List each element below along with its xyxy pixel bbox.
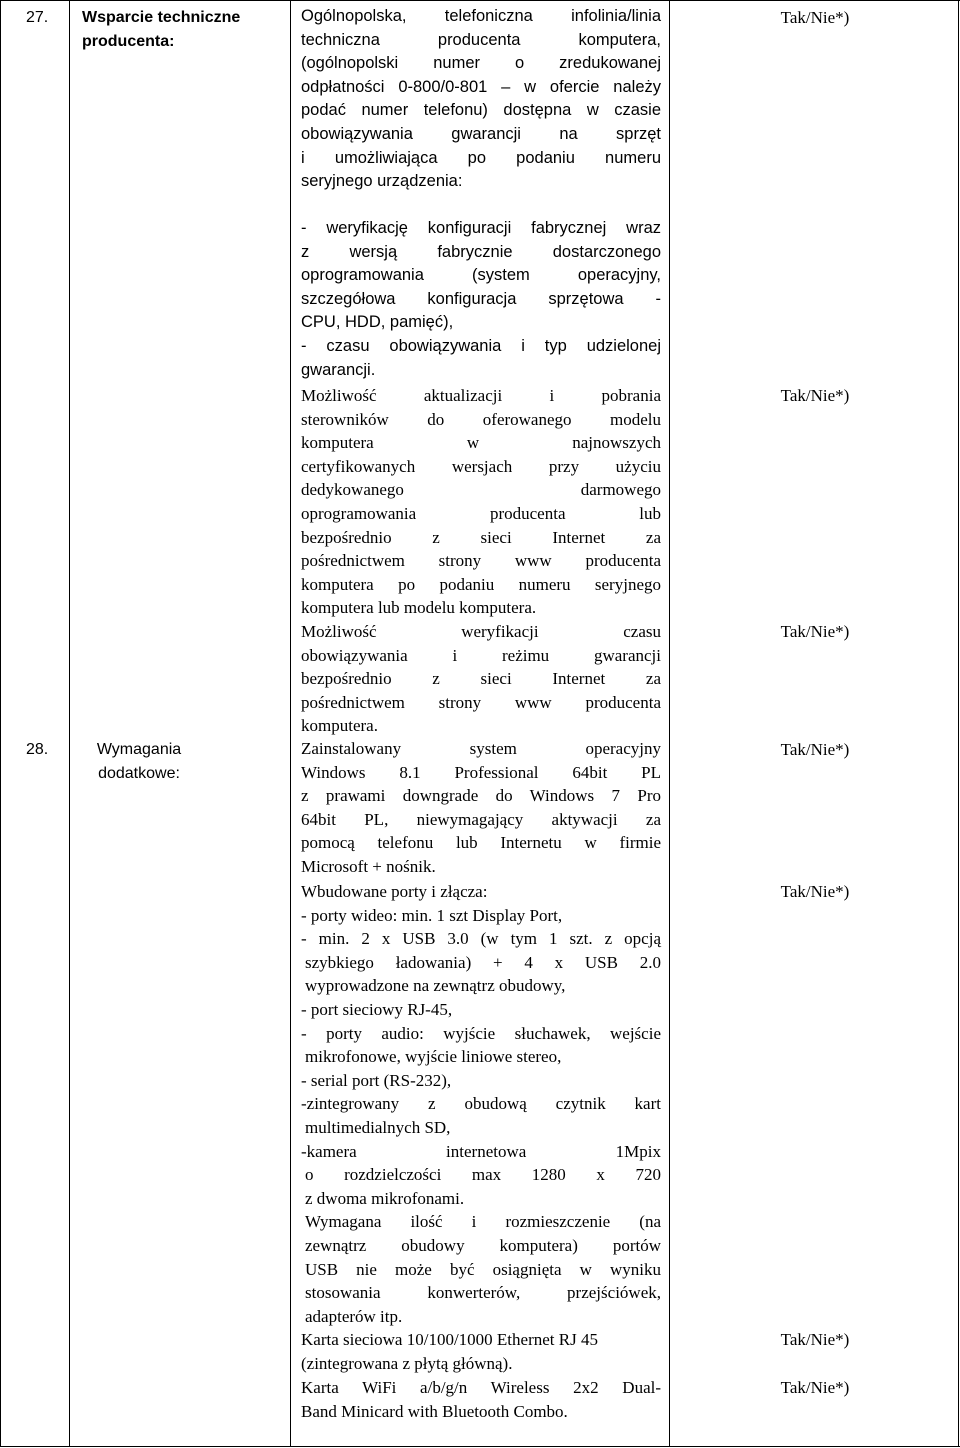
text-line: certyfikowanych wersjach przy użyciu <box>301 456 661 476</box>
text-line: CPU, HDD, pamięć), <box>301 313 454 332</box>
text-line: podać numer telefonu) dostępna w czasie <box>301 101 661 120</box>
text-line: stosowania konwerterów, przejściówek, <box>305 1283 661 1303</box>
text-line: gwarancji. <box>301 360 376 379</box>
table-divider-label <box>290 0 291 1446</box>
requirement-text <box>301 5 661 194</box>
requirement-text <box>301 737 661 879</box>
text-line: zewnątrz obudowy komputera) portów <box>305 1235 661 1255</box>
text-line: - min. 2 x USB 3.0 (w tym 1 szt. z opcją <box>301 929 661 949</box>
text-line: (ogólnopolski numer o zredukowanej <box>301 54 661 73</box>
row-label-line: Wsparcie techniczne <box>82 9 241 26</box>
row-label-line: Wymagania <box>96 741 182 758</box>
text-line: Windows 8.1 Professional 64bit PL <box>301 762 661 782</box>
text-line: - czasu obowiązywania i typ udzielonej <box>301 336 661 355</box>
answer-option: Tak/Nie*) <box>780 622 850 641</box>
text-line: Możliwość weryfikacji czasu <box>301 622 661 641</box>
table-border-top <box>0 0 960 1</box>
text-line: Karta WiFi a/b/g/n Wireless 2x2 Dual- <box>301 1378 661 1397</box>
answer-option: Tak/Nie*) <box>780 1330 850 1349</box>
text-line: obowiązywania i reżimu gwarancji <box>301 645 661 665</box>
row-label-line: producenta: <box>82 33 175 50</box>
text-line: seryjnego urządzenia: <box>301 172 463 191</box>
text-line: - weryfikację konfiguracji fabrycznej wraz <box>301 219 661 237</box>
text-line: - porty audio: wyjście słuchawek, wejście <box>301 1023 661 1043</box>
answer-option: Tak/Nie*) <box>780 740 850 759</box>
text-line: komputera w najnowszych <box>301 433 661 453</box>
text-line: komputera po podaniu numeru seryjnego <box>301 574 661 594</box>
text-line: szczegółowa konfiguracja sprzętowa - <box>301 289 661 308</box>
text-line: z prawami downgrade do Windows 7 Pro <box>301 786 661 806</box>
requirement-text <box>301 1328 661 1375</box>
requirement-text <box>301 217 661 382</box>
requirement-text <box>301 620 661 738</box>
text-line: (zintegrowana z płytą główną). <box>301 1353 513 1373</box>
requirement-text <box>301 880 661 1328</box>
text-line: odpłatności 0-800/0-801 – w ofercie należy <box>301 77 661 96</box>
requirement-text <box>301 1376 661 1423</box>
text-line: Karta sieciowa 10/100/1000 Ethernet RJ 45 <box>301 1330 598 1349</box>
text-line: adapterów itp. <box>305 1306 403 1326</box>
table-divider-answer <box>669 0 670 1446</box>
text-line: -zintegrowany z obudową czytnik kart <box>301 1094 661 1114</box>
answer-option: Tak/Nie*) <box>780 8 850 27</box>
table-border-bottom <box>0 1446 960 1447</box>
text-line: mikrofonowe, wyjście liniowe stereo, <box>305 1047 562 1067</box>
text-line: - serial port (RS-232), <box>301 1070 452 1090</box>
text-line: bezpośrednio z sieci Internet za <box>301 669 661 689</box>
table-divider-number <box>69 0 70 1446</box>
text-line: wyprowadzone na zewnątrz obudowy, <box>305 976 566 996</box>
text-line: szybkiego ładowania) + 4 x USB 2.0 <box>305 952 661 972</box>
text-line: sterowników do oferowanego modelu <box>301 409 661 429</box>
text-line: i umożliwiająca po podaniu numeru <box>301 148 661 167</box>
text-line: komputera lub modelu komputera. <box>301 598 537 618</box>
text-line: - port sieciowy RJ-45, <box>301 999 453 1019</box>
text-line: oprogramowania (system operacyjny, <box>301 266 661 285</box>
text-line: Zainstalowany system operacyjny <box>301 739 661 758</box>
text-line: pośrednictwem strony www producenta <box>301 692 661 712</box>
text-line: USB nie może być osiągnięta w wyniku <box>305 1259 661 1279</box>
answer-option: Tak/Nie*) <box>780 882 850 901</box>
text-line: Ogólnopolska, telefoniczna infolinia/linia <box>301 7 661 25</box>
text-line: Możliwość aktualizacji i pobrania <box>301 386 661 405</box>
row-number: 28. <box>26 741 49 758</box>
table-border-left <box>0 0 1 1446</box>
text-line: pośrednictwem strony www producenta <box>301 551 661 571</box>
table-border-right <box>958 0 959 1446</box>
text-line: z wersją fabrycznie dostarczonego <box>301 242 661 261</box>
text-line: komputera. <box>301 716 378 736</box>
text-line: techniczna producenta komputera, <box>301 30 661 49</box>
text-line: obowiązywania gwarancji na sprzęt <box>301 124 661 143</box>
answer-option: Tak/Nie*) <box>780 1378 850 1397</box>
text-line: Microsoft + nośnik. <box>301 856 436 876</box>
text-line: dedykowanego darmowego <box>301 480 661 500</box>
requirement-text <box>301 384 661 620</box>
text-line: 64bit PL, niewymagający aktywacji za <box>301 809 661 829</box>
answer-option: Tak/Nie*) <box>780 386 850 405</box>
text-line: bezpośrednio z sieci Internet za <box>301 527 661 547</box>
text-line: Band Minicard with Bluetooth Combo. <box>301 1401 568 1421</box>
row-label-line: dodatkowe: <box>98 765 180 782</box>
text-line: - porty wideo: min. 1 szt Display Port, <box>301 905 563 925</box>
text-line: oprogramowania producenta lub <box>301 503 661 523</box>
text-line: Wymagana ilość i rozmieszczenie (na <box>305 1212 661 1232</box>
text-line: multimedialnych SD, <box>305 1117 451 1137</box>
text-line: -kamera internetowa 1Mpix <box>301 1141 661 1161</box>
row-label <box>74 738 204 786</box>
text-line: pomocą telefonu lub Internetu w firmie <box>301 833 661 853</box>
row-label <box>82 6 282 54</box>
text-line: Wbudowane porty i złącza: <box>301 882 488 901</box>
text-line: o rozdzielczości max 1280 x 720 <box>305 1165 661 1185</box>
text-line: z dwoma mikrofonami. <box>305 1188 465 1208</box>
row-number: 27. <box>26 9 49 26</box>
